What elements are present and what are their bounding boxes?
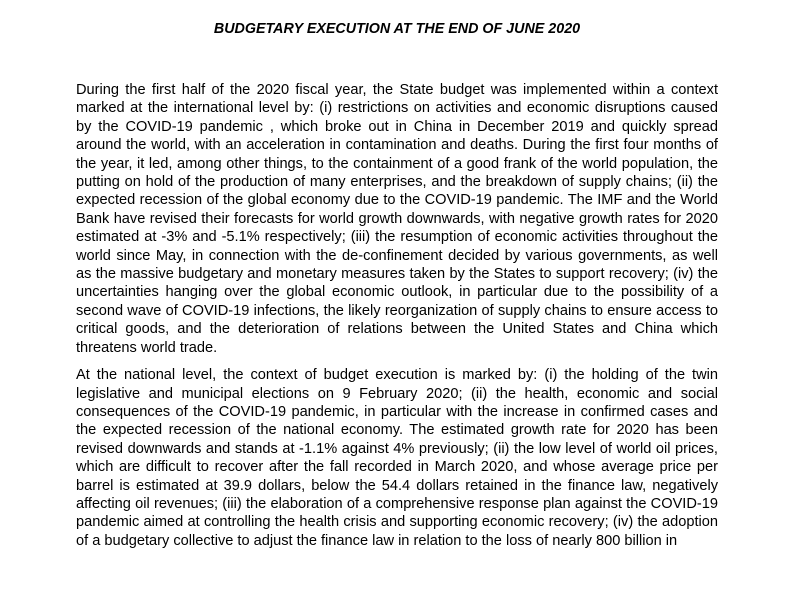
document-title: BUDGETARY EXECUTION AT THE END OF JUNE 2020 [213, 21, 581, 37]
paragraph-international-context: During the first half of the 2020 fiscal year, the State budget was implemented within a context marked at the international level by: (i) restrictions on activities and economic disruptions caused by the COVID-19 pandemic , which broke out in China in December 2019 and quickly spread around the world, with an acceleration in contamination and deaths. During the first four months of the year, it led, among other things, to the containment of a good frank of the world population, the putting on hold of the production of many enterprises, and the breakdown of supply chains; (ii) the expected recession of the global economy due to the COVID-19 pandemic. The IMF and the World Bank have revised their forecasts for world growth downwards, with negative growth rates for 2020 estimated at -3% and -5.1% respectively; (iii) the resumption of economic activities throughout the world since May, in connection with the de-confinement decided by various governments, as well as the massive budgetary and monetary measures taken by the States to support recovery; (iv) the uncertainties hanging over the global economic outlook, in particular due to the possibility of a second wave of COVID-19 infections, the likely reorganization of supply chains to ensure access to critical goods, and the deterioration of relations between the United States and China which threatens world trade. [76, 82, 718, 356]
document-body [76, 81, 718, 559]
paragraph-national-context: At the national level, the context of budget execution is marked by: (i) the holding of the twin legislative and municipal elections on 9 February 2020; (ii) the health, economic and social consequences of the COVID-19 pandemic, in particular with the increase in confirmed cases and the expected recession of the national economy. The estimated growth rate for 2020 has been revised downwards and stands at -1.1% against 4% previously; (ii) the low level of world oil prices, which are difficult to recover after the fall recorded in March 2020, and whose average price per barrel is estimated at 39.9 dollars, below the 54.4 dollars retained in the finance law, negatively affecting oil revenues; (iii) the elaboration of a comprehensive response plan against the COVID-19 pandemic aimed at controlling the health crisis and supporting economic recovery; (iv) the adoption of a budgetary collective to adjust the finance law in relation to the loss of nearly 800 billion in [76, 367, 718, 549]
